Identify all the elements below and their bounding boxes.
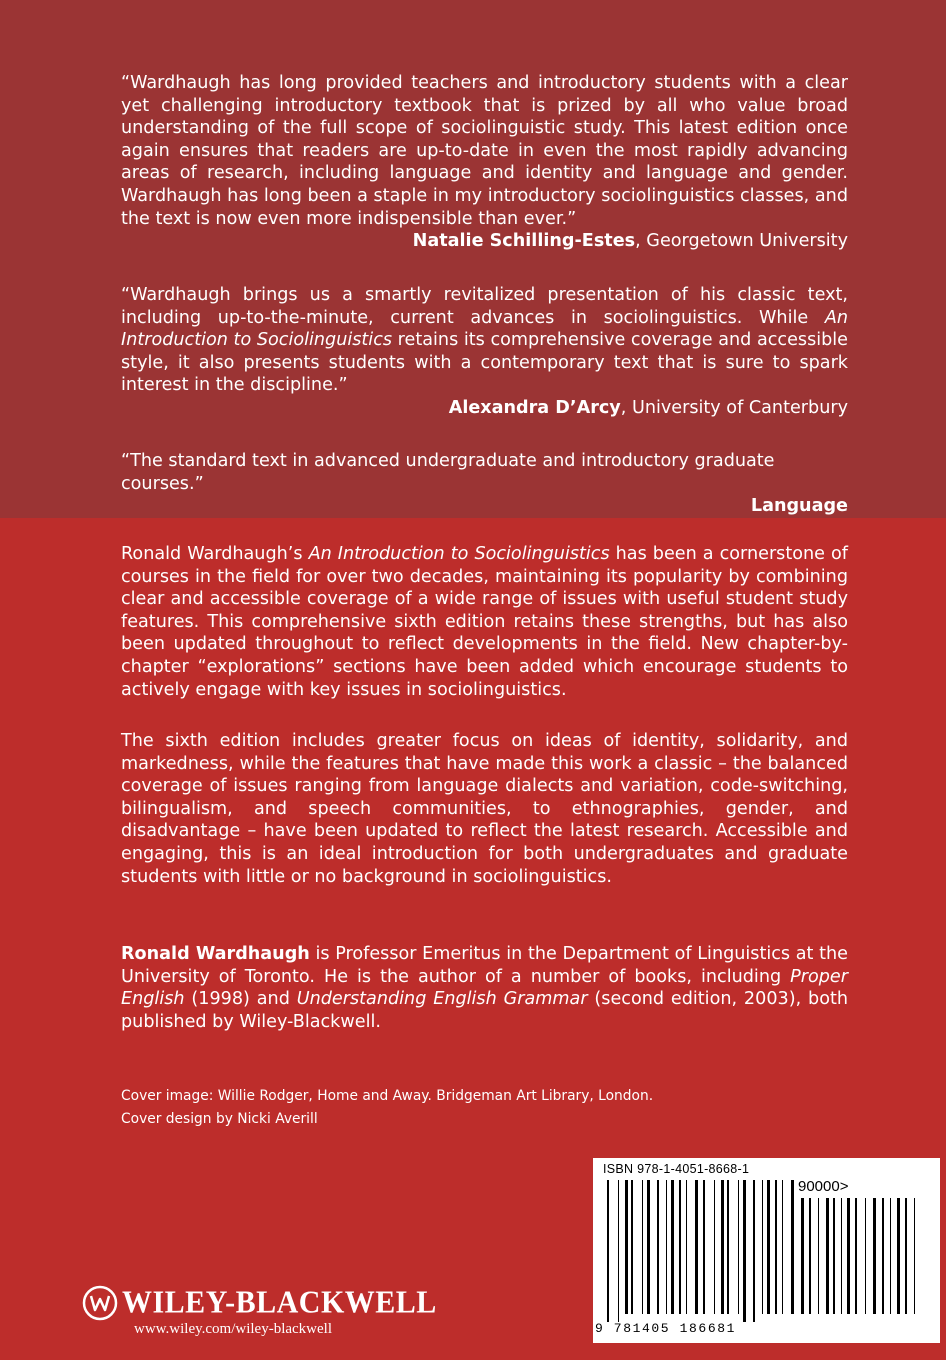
barcode-bar: [703, 1180, 705, 1314]
quote-attribution: [121, 230, 848, 253]
barcode-bar: [657, 1180, 659, 1314]
barcode-bar: [762, 1180, 763, 1314]
publisher-url[interactable]: www.wiley.com/wiley-blackwell: [134, 1321, 332, 1337]
barcode-bar: [865, 1198, 866, 1314]
quote-text-part: “Wardhaugh brings us a smartly revitalized presentation of his classic text, including up-to-the-minute, current advances in sociolinguistics. While: [121, 285, 848, 328]
endorsement-quote-3: [121, 450, 848, 518]
paragraph-text: Ronald Wardhaugh’s: [121, 544, 309, 564]
barcode-bar: [642, 1180, 643, 1314]
wiley-emblem-icon: [82, 1285, 118, 1321]
quote-text-part: retains its comprehensive coverage and accessible style, it also presents students with a contemporary text that is sure to spark interest in the discipline.”: [121, 330, 848, 396]
book-title: An Introduction to Sociolinguistics: [121, 307, 848, 351]
bio-text: is Professor Emeritus in the Department of Linguistics at the University of Toronto. He is the author of a number of books, including: [121, 944, 848, 987]
description-paragraph-1: [121, 543, 848, 701]
barcode-bar: [679, 1180, 681, 1314]
barcode-bar: [890, 1198, 891, 1314]
cover-design-credit: Cover design by Nicki Averill: [121, 1111, 318, 1127]
barcode-bar: [738, 1180, 739, 1314]
book-title: Understanding English Grammar: [296, 989, 588, 1010]
cover-credits: [121, 1085, 653, 1131]
barcode-bar: [714, 1180, 715, 1314]
barcode-bar: [666, 1180, 667, 1314]
author-bio: [121, 943, 848, 1033]
barcode-bar: [618, 1180, 619, 1322]
bio-text: (second edition, 2003), both published by Wiley-Blackwell.: [121, 989, 849, 1032]
barcode-bar: [743, 1180, 746, 1322]
barcode-bar: [686, 1180, 687, 1314]
barcode-bar: [897, 1198, 900, 1314]
description-paragraph-2: The sixth edition includes greater focus on ideas of identity, solidarity, and markedness, while the features that have made this work a classic – the balanced coverage of issues ranging from language dialects and variation, code-switching, bilingualism, and speech communities, to ethnographies, gender, and disadvantage – have been updated to reflect the latest research. Accessible and engaging, this is an ideal introduction for both undergraduates and graduate students with little or no background in sociolinguistics.: [121, 731, 848, 887]
barcode-bar: [625, 1180, 628, 1314]
barcode-bar: [791, 1180, 794, 1314]
barcode-bar: [809, 1198, 811, 1314]
paragraph-text: has been a cornerstone of courses in the field for over two decades, maintaining its popularity by combining clear and accessible coverage of a wide range of issues with useful student study features. This comprehensive sixth edition retains these strengths, but has also been updated throughout to reflect developments in the field. New chapter-by-chapter “explorations” sections have been added which encourage students to actively engage with key issues in sociolinguistics.: [121, 544, 848, 700]
barcode-bar: [671, 1180, 674, 1314]
barcode-bar: [647, 1180, 650, 1314]
barcode-bar: [847, 1198, 850, 1314]
barcode-bar: [775, 1180, 777, 1314]
barcode-bar: [695, 1180, 698, 1314]
cover-image-credit: Cover image: Willie Rodger, Home and Away. Bridgeman Art Library, London.: [121, 1088, 654, 1104]
barcode-bar: [841, 1198, 842, 1314]
quote-attribution: [121, 397, 848, 420]
quote-text: “Wardhaugh has long provided teachers and introductory students with a clear yet challenging introductory textbook that is prized by all who value broad understanding of the full scope of sociolinguistic study. This latest edition once again ensures that readers are up-to-date in even the most rapidly advancing areas of research, including language and identity and language and gender. Wardhaugh has long been a staple in my introductory sociolinguistics classes, and the text is now even more indispensible than ever.”: [121, 73, 848, 229]
barcode-bar: [818, 1198, 819, 1314]
barcode-digits: 9 781405 186681: [595, 1321, 737, 1336]
quote-affiliation: , University of Canterbury: [620, 397, 848, 418]
author-name: Ronald Wardhaugh: [121, 944, 310, 964]
barcode-bar: [826, 1198, 829, 1314]
isbn-barcode: [593, 1158, 940, 1343]
barcode-addon-bars: [801, 1198, 921, 1322]
barcode-bar: [782, 1180, 783, 1314]
barcode-bar: [873, 1198, 876, 1314]
barcode-bar: [753, 1180, 755, 1322]
barcode-bar: [721, 1180, 724, 1314]
barcode-main-bars: [607, 1180, 795, 1322]
barcode-bar: [631, 1180, 633, 1314]
isbn-number: ISBN 978-1-4051-8668-1: [603, 1162, 750, 1176]
barcode-bar: [905, 1198, 907, 1314]
barcode-bar: [855, 1198, 857, 1314]
publisher-name: WILEY-BLACKWELL: [122, 1285, 437, 1320]
publisher-logo: [82, 1283, 437, 1323]
book-title: Proper English: [121, 966, 848, 1010]
barcode-bar: [882, 1198, 884, 1314]
quote-author: Natalie Schilling-Estes: [412, 231, 636, 252]
price-code: 90000>: [798, 1178, 849, 1195]
barcode-bar: [727, 1180, 729, 1314]
book-title: An Introduction to Sociolinguistics: [308, 544, 610, 564]
quote-text: [121, 284, 848, 397]
quote-author: Alexandra D’Arcy: [448, 397, 621, 418]
endorsement-quote-1: [121, 72, 848, 253]
barcode-bar: [767, 1180, 770, 1314]
bio-text: (1998) and: [184, 989, 297, 1010]
barcode-bar: [801, 1198, 804, 1314]
barcode-bar: [914, 1198, 915, 1314]
quote-author: Language: [750, 496, 848, 517]
quote-attribution: [121, 495, 848, 518]
barcode-bar: [833, 1198, 835, 1314]
quote-text: “The standard text in advanced undergraduate and introductory graduate courses.”: [121, 451, 775, 494]
quote-affiliation: , Georgetown University: [635, 231, 848, 252]
barcode-bar: [607, 1180, 609, 1322]
endorsement-quote-2: [121, 284, 848, 420]
